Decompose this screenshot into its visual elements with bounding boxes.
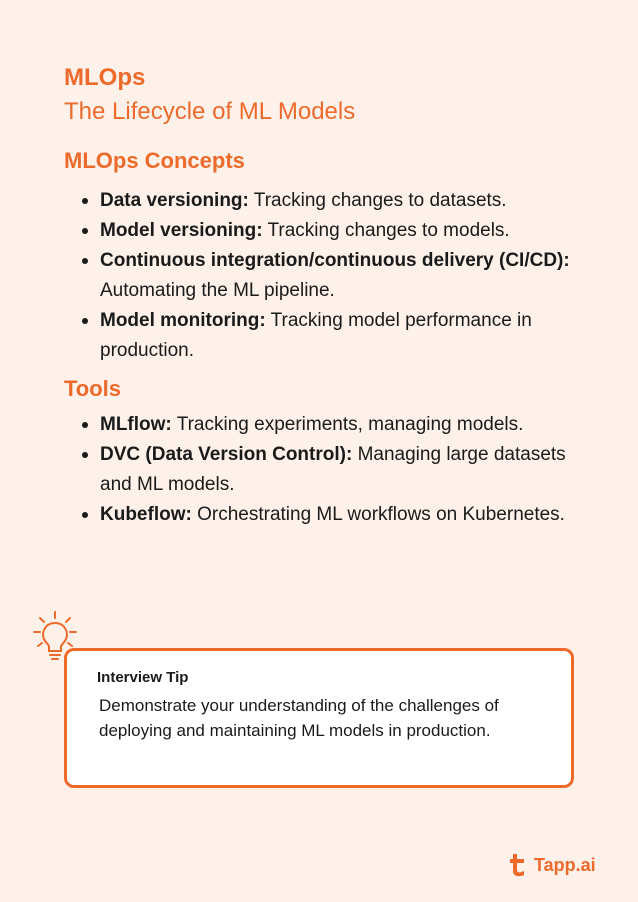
item-term: Model versioning: xyxy=(100,220,263,241)
item-desc: Tracking experiments, managing models. xyxy=(171,414,524,435)
item-desc: Managing large datasets and ML models. xyxy=(100,444,566,495)
item-desc: Tracking changes to datasets. xyxy=(248,190,507,211)
list-item xyxy=(82,306,592,366)
item-term: Data versioning: xyxy=(100,190,249,211)
list-item xyxy=(82,186,592,216)
item-desc: Tracking model performance in production. xyxy=(100,310,532,361)
tools-heading: Tools xyxy=(64,376,122,401)
concepts-list xyxy=(82,186,592,366)
item-term: Model monitoring: xyxy=(100,310,266,331)
tip-text: Demonstrate your understanding of the challenges of deploying and maintaining ML models in production. xyxy=(99,696,499,740)
list-item xyxy=(82,410,592,440)
page-title: MLOps xyxy=(64,64,146,91)
tip-label: Interview Tip xyxy=(97,669,189,686)
list-item xyxy=(82,440,592,500)
item-desc: Orchestrating ML workflows on Kubernetes. xyxy=(191,504,565,525)
brand-logo xyxy=(508,852,596,878)
item-term: Continuous integration/continuous delivery (CI/CD): xyxy=(100,250,570,271)
concepts-heading: MLOps Concepts xyxy=(64,148,245,173)
tools-list xyxy=(82,410,592,530)
item-term: MLflow: xyxy=(100,414,172,435)
page-subtitle: The Lifecycle of ML Models xyxy=(64,98,356,125)
item-desc: Tracking changes to models. xyxy=(262,220,510,241)
brand-name: Tapp.ai xyxy=(534,854,596,875)
list-item xyxy=(82,246,592,306)
list-item xyxy=(82,216,592,246)
list-item xyxy=(82,500,592,530)
item-term: Kubeflow: xyxy=(100,504,192,525)
item-desc: Automating the ML pipeline. xyxy=(100,280,335,301)
item-term: DVC (Data Version Control): xyxy=(100,444,353,465)
interview-tip-box xyxy=(64,648,574,788)
tapp-logo-icon xyxy=(508,852,528,878)
